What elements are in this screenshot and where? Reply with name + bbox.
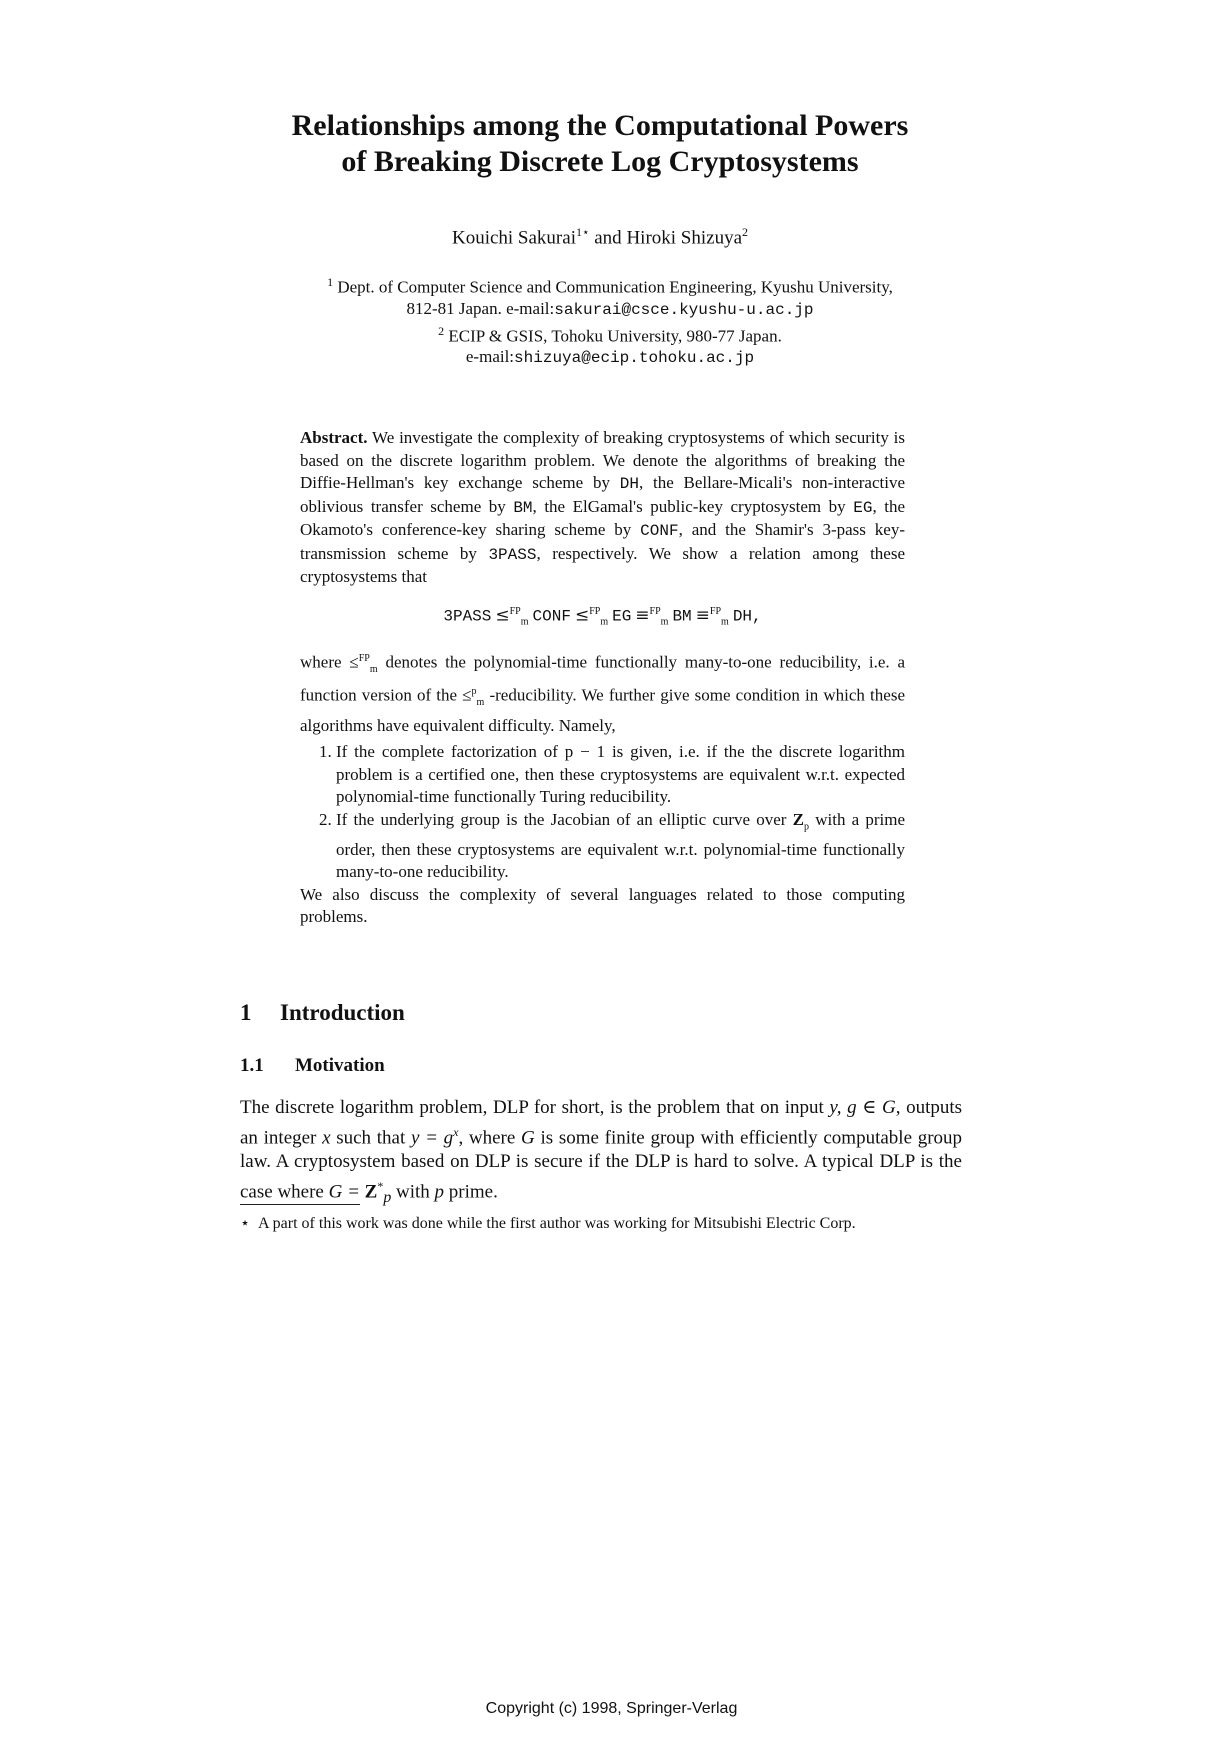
algo-3pass: 3PASS	[488, 545, 537, 564]
copyright-notice: Copyright (c) 1998, Springer-Verlag	[485, 1700, 738, 1717]
body-paragraph	[240, 1096, 962, 1210]
formula-term: EG	[612, 606, 632, 625]
formula-sup: FP	[709, 605, 722, 617]
math-inline: y, g ∈ G	[829, 1097, 896, 1118]
affiliation-2-email-line	[250, 346, 970, 369]
formula-sub: m	[721, 616, 729, 628]
author-2-mark: 2	[742, 225, 749, 239]
affiliation-1-mark: 1	[327, 275, 334, 289]
math-inline: G	[521, 1127, 535, 1149]
integers-subscript: p	[804, 821, 810, 832]
abstract-text: , and the Shamir's 3-pass key-transmission scheme by	[300, 520, 906, 563]
body-text: with	[396, 1181, 430, 1203]
math-inline: G =	[328, 1181, 365, 1203]
formula-sup: FP	[358, 652, 370, 664]
paper-title	[200, 108, 1000, 180]
author-1-mark: 1⋆	[575, 225, 590, 239]
abstract-text: -reducibility. We further give some condition in which these algorithms have equivalent difficulty. Namely,	[300, 685, 905, 735]
affiliation-2-text: ECIP & GSIS, Tohoku University, 980-77 Japan.	[448, 326, 782, 346]
affiliation-2-mark: 2	[438, 323, 445, 338]
author-1: Kouichi Sakurai	[451, 227, 576, 249]
condition-list	[300, 741, 905, 883]
email-link-1[interactable]: sakurai@csce.kyushu-u.ac.jp	[554, 300, 814, 319]
formula-term: DH,	[732, 606, 762, 625]
abstract-paragraph-2	[300, 648, 905, 738]
math-inline: y = g	[410, 1127, 454, 1149]
list-item-text: If the underlying group is the Jacobian of an elliptic curve over	[336, 809, 787, 829]
list-item-text: with a prime order, then these cryptosystems are equivalent w.r.t. polynomial-time functionally many-to-one reducibility.	[336, 809, 906, 881]
formula-term: 3PASS	[443, 606, 492, 625]
affiliation-1	[250, 272, 970, 298]
affiliation-1-prefix: 812-81 Japan. e-mail:	[406, 298, 555, 318]
list-item	[336, 809, 905, 884]
body-text: such that	[336, 1127, 406, 1149]
author-2: Hiroki Shizuya	[626, 227, 743, 249]
email-link-2[interactable]: shizuya@ecip.tohoku.ac.jp	[514, 349, 755, 368]
affiliation-2	[250, 321, 970, 347]
subsection-heading	[240, 1055, 385, 1077]
abstract-paragraph-1	[300, 427, 905, 589]
title-line-2: of Breaking Discrete Log Cryptosystems	[341, 145, 859, 178]
abstract-paragraph-3: We also discuss the complexity of several languages related to those computing problems.	[300, 884, 905, 926]
formula-operator: ≤	[495, 604, 510, 625]
author-list	[200, 225, 1000, 249]
abstract-text: denotes the polynomial-time functionally many-to-one reducibility, i.e. a function version of the	[300, 652, 906, 705]
algo-conf: CONF	[640, 522, 679, 540]
formula-sub: m	[520, 616, 529, 628]
abstract-text: , the Bellare-Micali's non-interactive oblivious transfer scheme by	[300, 473, 905, 516]
math-sup: x	[453, 1125, 459, 1139]
math-inline: x	[322, 1127, 331, 1149]
integers-symbol: Z	[364, 1181, 378, 1203]
formula-sub: m	[476, 697, 485, 709]
footnote-mark: ⋆	[240, 1215, 251, 1232]
math-inline: p	[434, 1181, 445, 1203]
body-text: prime.	[448, 1181, 498, 1203]
reduction-formula	[300, 601, 905, 634]
formula-operator: ≤	[574, 604, 590, 625]
author-and: and	[594, 227, 622, 249]
affiliation-1-text: Dept. of Computer Science and Communication Engineering, Kyushu University,	[337, 277, 893, 297]
abstract-text: , the ElGamal's public-key cryptosystem by	[532, 496, 846, 516]
affiliations	[250, 272, 970, 369]
formula-operator: ≡	[695, 604, 710, 625]
abstract-text: , the Okamoto's conference-key sharing scheme by	[300, 496, 905, 539]
section-title: Introduction	[280, 1000, 405, 1025]
list-item-text: If the complete factorization of p − 1 is given, i.e. if the the discrete logarithm problem is a certified one, then these cryptosystems are equivalent w.r.t. expected polynomial-time functionally Turing reducibility.	[336, 742, 905, 807]
title-line-1: Relationships among the Computational Powers	[291, 109, 909, 142]
formula-sup: FP	[649, 605, 661, 617]
affiliation-1-email-line	[250, 298, 970, 321]
formula-term: BM	[672, 606, 692, 625]
abstract-text: , respectively. We show a relation among these cryptosystems that	[300, 543, 906, 586]
algo-eg: EG	[853, 498, 873, 517]
subsection-title: Motivation	[295, 1055, 385, 1076]
body-text: , outputs an integer	[240, 1097, 963, 1149]
formula-sup: FP	[509, 605, 521, 617]
abstract	[300, 427, 905, 929]
abstract-label: Abstract.	[300, 428, 368, 447]
formula-operator: ≡	[635, 604, 650, 625]
section-number: 1	[240, 1000, 252, 1025]
algo-bm: BM	[513, 498, 533, 517]
abstract-text: where	[300, 652, 342, 672]
subsection-number: 1.1	[240, 1055, 264, 1076]
formula-term: CONF	[532, 606, 571, 625]
algo-dh: DH	[619, 475, 639, 493]
math-sup: *	[377, 1179, 384, 1194]
list-item	[336, 741, 905, 809]
body-text: The discrete logarithm problem, DLP for short, is the problem that on input	[240, 1097, 824, 1118]
footnote	[240, 1213, 962, 1234]
formula-sup: p	[471, 686, 477, 698]
formula-sub: m	[600, 616, 609, 628]
footnote-rule	[240, 1204, 360, 1205]
abstract-text: We investigate the complexity of breaking cryptosystems of which security is based on the discrete logarithm problem. We denote the algorithms of breaking the Diffie-Hellman's key exchange scheme by	[300, 428, 906, 492]
footnote-text: A part of this work was done while the first author was working for Mitsubishi Electric Corp.	[258, 1215, 856, 1232]
body-text: , where	[458, 1127, 516, 1149]
formula-sub: m	[369, 663, 378, 675]
formula-operator: ≤	[349, 652, 359, 672]
body-text: is some finite group with efficiently computable group law. A cryptosystem based on DLP is secure if the DLP is hard to solve. A typical DLP is the case where	[240, 1127, 963, 1203]
formula-sub: m	[660, 616, 669, 628]
affiliation-2-prefix: e-mail:	[465, 347, 515, 367]
formula-sup: FP	[589, 605, 601, 617]
integers-symbol: Z	[792, 809, 805, 829]
formula-operator: ≤	[462, 685, 472, 705]
math-sub: p	[383, 1189, 392, 1207]
section-heading	[240, 1000, 405, 1026]
